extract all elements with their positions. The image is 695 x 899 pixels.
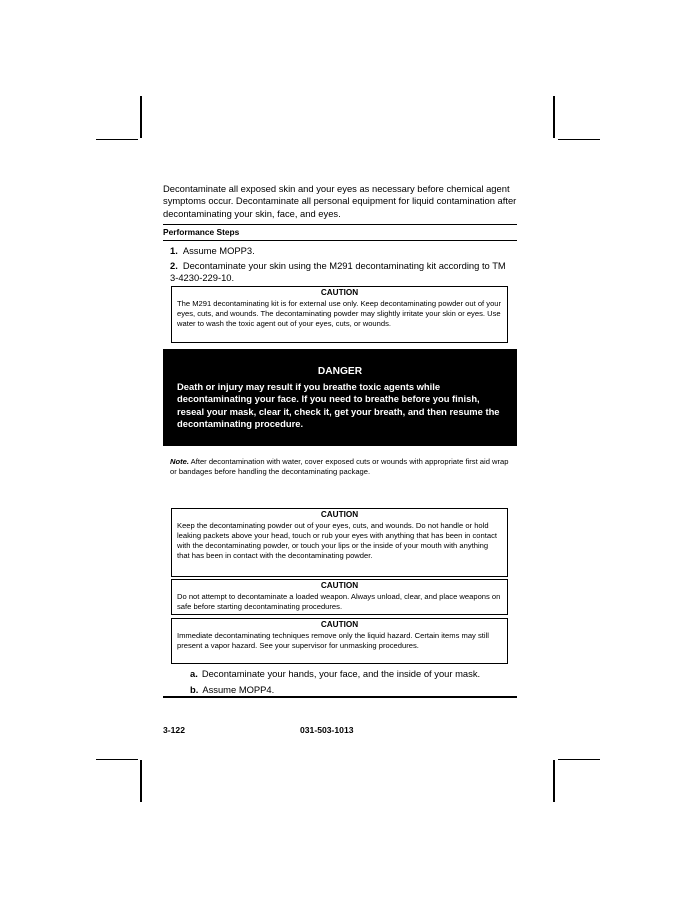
crop-mark	[558, 139, 600, 140]
caution-box-1	[171, 286, 508, 343]
substep-text: Assume MOPP4.	[202, 684, 275, 695]
step-1	[170, 245, 516, 257]
crop-mark	[558, 759, 600, 760]
crop-mark	[96, 139, 138, 140]
caution-box-4	[171, 618, 508, 664]
caution-title: CAUTION	[320, 288, 359, 297]
danger-title: DANGER	[317, 366, 363, 377]
step-number: 2.	[170, 260, 178, 271]
performance-steps-heading: Performance Steps	[163, 227, 240, 237]
step-2	[170, 260, 516, 285]
note-label: Note.	[170, 457, 189, 466]
danger-text: Death or injury may result if you breathe toxic agents while decontaminating your face. If you need to breathe before you finish, reseal your mask, clear it, check it, get your breath, and then resume the decontaminating procedure.	[177, 381, 500, 430]
step-number: 1.	[170, 245, 178, 256]
note-paragraph	[170, 457, 510, 477]
caution-text: Keep the decontaminating powder out of your eyes, cuts, and wounds. Do not handle or hold leaking packets above your head, touch or rub your eyes with anything that has been in contact with the decontaminating powder, or touch your lips or the inside of your mouth with anything that has been in contact with the decontaminating powder.	[177, 520, 497, 561]
rule-bottom	[163, 696, 517, 698]
caution-title: CAUTION	[320, 581, 359, 590]
step-text: Decontaminate your skin using the M291 decontaminating kit according to TM 3-4230-229-10.	[170, 260, 506, 284]
intro-paragraph: Decontaminate all exposed skin and your eyes as necessary before chemical agent symptoms occur. Decontaminate all personal equipment for liquid contamination after decontaminating your skin, face, and eyes.	[163, 183, 517, 219]
document-number: 031-503-1013	[300, 725, 354, 735]
substep-a	[190, 668, 515, 680]
crop-mark	[140, 760, 142, 802]
step-text: Assume MOPP3.	[182, 245, 255, 256]
substep-letter: a.	[190, 668, 198, 679]
caution-title: CAUTION	[320, 620, 359, 629]
crop-mark	[553, 96, 555, 138]
substep-letter: b.	[190, 684, 199, 695]
substep-b	[190, 684, 515, 696]
rule-under-heading	[163, 240, 517, 241]
caution-text: The M291 decontaminating kit is for external use only. Keep decontaminating powder out of your eyes, cuts, and wounds. The decontaminating powder may slightly irritate your skin or eyes. Use water to wash the toxic agent out of your eyes, cuts, or wounds.	[177, 298, 502, 328]
caution-box-3	[171, 579, 508, 615]
substep-text: Decontaminate your hands, your face, and the inside of your mask.	[201, 668, 481, 679]
caution-text: Immediate decontaminating techniques remove only the liquid hazard. Certain items may still present a vapor hazard. See your supervisor for unmasking procedures.	[177, 630, 489, 650]
crop-mark	[553, 760, 555, 802]
caution-text: Do not attempt to decontaminate a loaded weapon. Always unload, clear, and place weapons on safe before starting decontaminating procedures.	[177, 591, 501, 611]
danger-box	[163, 349, 517, 446]
page-number: 3-122	[163, 725, 185, 735]
caution-title: CAUTION	[320, 510, 359, 519]
crop-mark	[96, 759, 138, 760]
rule-top	[163, 224, 517, 225]
note-text: After decontamination with water, cover exposed cuts or wounds with appropriate first aid wrap or bandages before handling the decontaminating package.	[170, 457, 509, 477]
crop-mark	[140, 96, 142, 138]
caution-box-2	[171, 508, 508, 577]
